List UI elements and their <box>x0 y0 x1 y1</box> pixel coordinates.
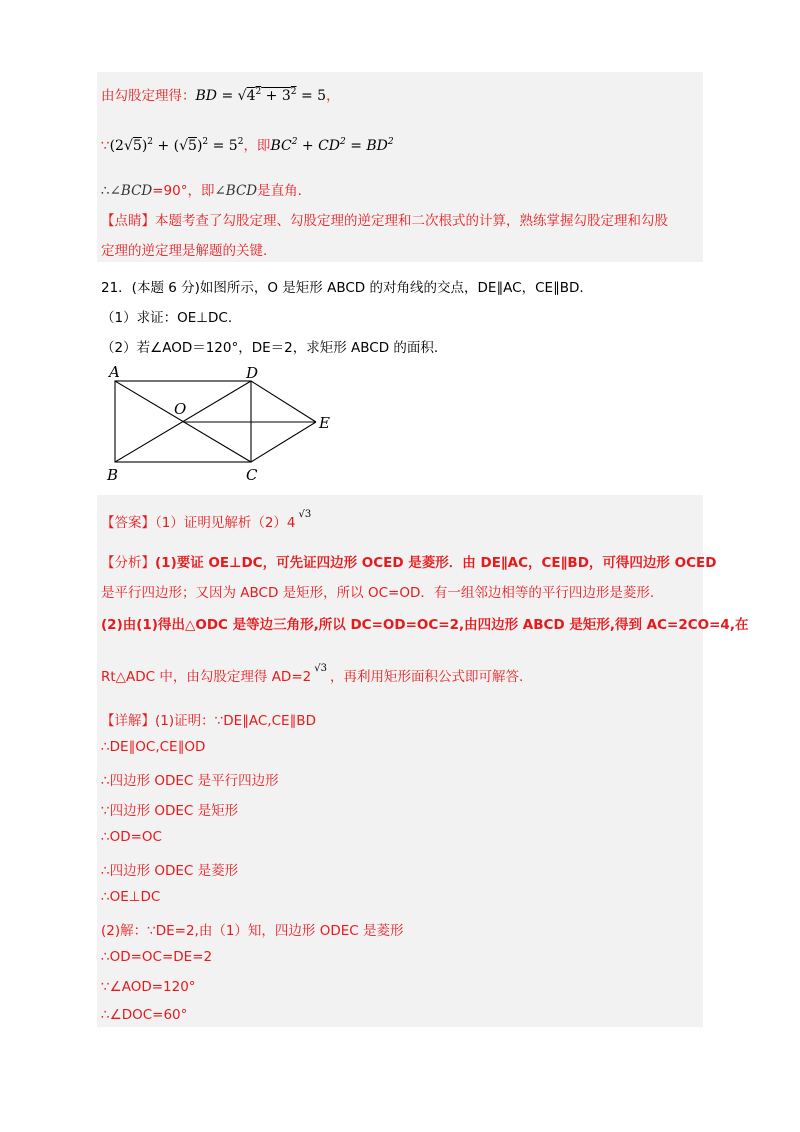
segment-ce <box>251 422 316 462</box>
detail-line-4: ∵四边形 ODEC 是矩形 <box>101 803 239 819</box>
detail-line-3: ∴四边形 ODEC 是平行四边形 <box>101 773 279 789</box>
answer-line: 【答案】（1）证明见解析$(2)4^{√3}$ <box>101 509 312 531</box>
analysis-line-1: 【分析】(1)要证 OE⊥DC，可先证四边形 OCED 是菱形．由 DE∥AC，CE∥BD，可得四边形 OCED <box>101 555 717 571</box>
question-line-1: 21．(本题 6 分)如图所示，O 是矩形 ABCD 的对角线的交点，DE∥AC，CE∥BD. <box>101 280 584 296</box>
comment-line-1: 【点睛】本题考查了勾股定理、勾股定理的逆定理和二次根式的计算，熟练掌握勾股定理和勾股 <box>101 213 668 229</box>
segment-de <box>251 381 316 422</box>
pythagoras-line: 由勾股定理得：BD = $√4^2 + 3^2 = 5$， <box>101 87 340 104</box>
rectangle-rhombus-figure <box>100 362 340 487</box>
sqrt3-superscript: √3 <box>298 509 312 520</box>
label-a: A <box>109 363 120 381</box>
question-line-3: （2）若∠AOD＝120°，DE＝2，求矩形 ABCD 的面积. <box>101 340 439 356</box>
detail-line-2: ∴DE∥OC,CE∥OD <box>101 739 206 755</box>
label-b: B <box>107 466 119 484</box>
check-line: $\because(2√5)^2 + (√5)^2 = 5^2$，即$BC^2 + CD^2 = BD^2$ <box>101 137 394 154</box>
analysis-line-2: 是平行四边形；又因为 ABCD 是矩形，所以 OC=OD．有一组邻边相等的平行四边形是菱形. <box>101 585 655 601</box>
detail-line-5: ∴OD=OC <box>101 829 162 845</box>
label-o: O <box>174 400 187 418</box>
answer-block <box>97 495 749 1027</box>
question-line-2: （1）求证：OE⊥DC. <box>101 310 233 326</box>
label-c: C <box>246 466 258 484</box>
label-e: E <box>319 414 330 432</box>
detail-line-6: ∴四边形 ODEC 是菱形 <box>101 863 239 879</box>
comment-line-2: 定理的逆定理是解题的关键. <box>101 243 268 259</box>
detail-line-7: ∴OE⊥DC <box>101 889 161 905</box>
label-d: D <box>246 364 259 382</box>
analysis-line-4: Rt△ADC 中，由勾股定理得 $AD=2^{√3}$，再利用矩形面积公式即可解答. <box>101 663 524 685</box>
detail-line-11: ∴∠DOC=60° <box>101 1007 188 1023</box>
detail-line-9: ∴OD=OC=DE=2 <box>101 949 213 965</box>
previous-solution-block <box>97 72 703 262</box>
analysis-line-3: (2)由(1)得出△ODC 是等边三角形,所以 DC=OD=OC=2,由四边形 ABCD 是矩形,得到 AC=2CO=4,在 <box>101 617 749 633</box>
sqrt3-ad: √3 <box>314 663 327 674</box>
right-angle-line: ∴∠BCD=90°，即∠BCD是直角. <box>101 183 302 199</box>
detail-line-10: ∵∠AOD=120° <box>101 979 196 995</box>
detail-line-8: (2)解：∵DE=2,由（1）知，四边形 ODEC 是菱形 <box>101 923 404 939</box>
detail-line-1: 【详解】(1)证明：∵DE∥AC,CE∥BD <box>101 713 316 729</box>
